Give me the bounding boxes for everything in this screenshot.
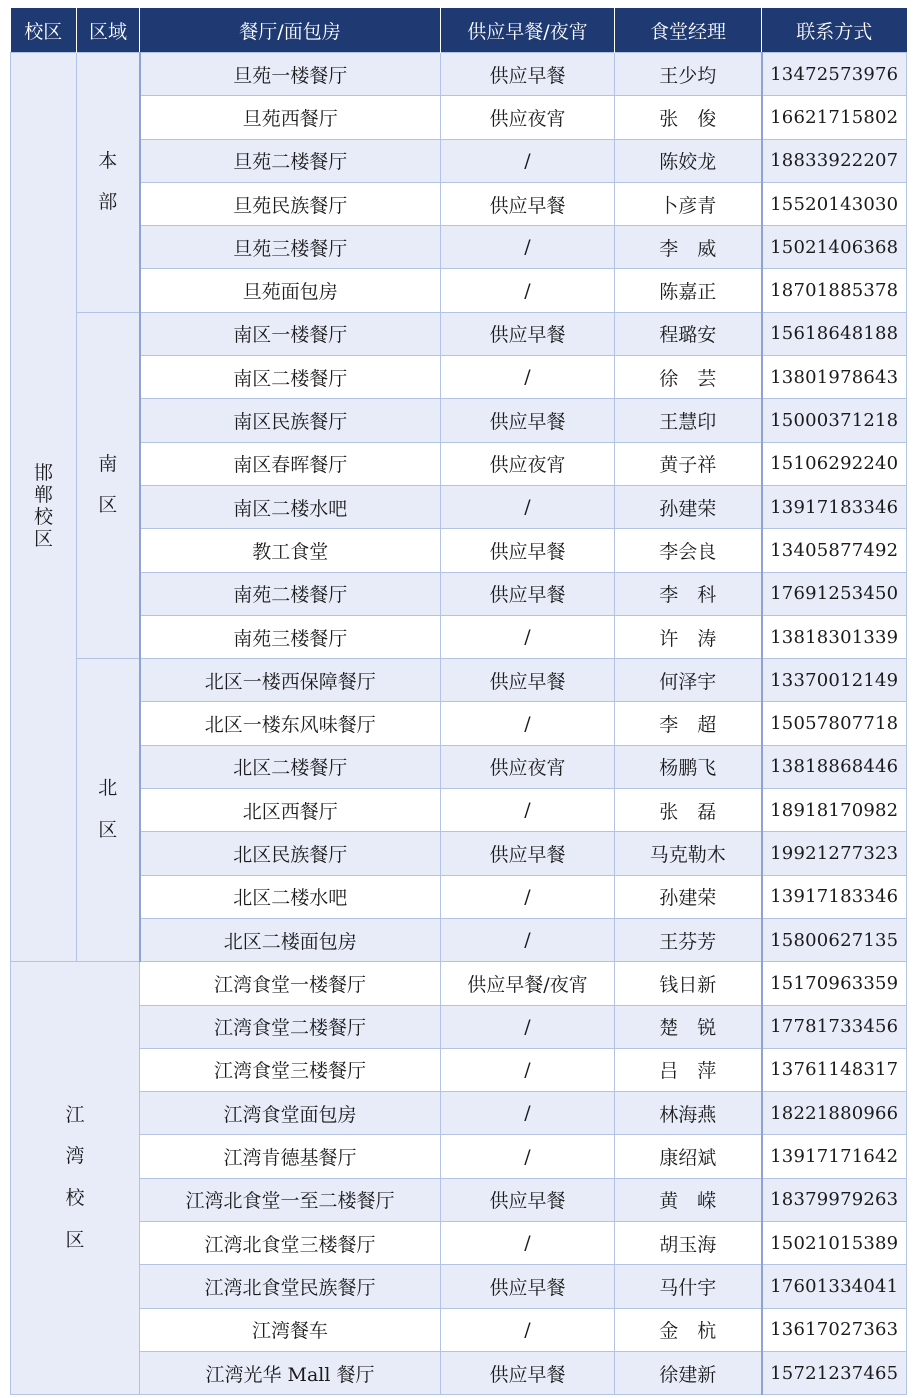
supply-cell: 供应早餐 xyxy=(441,1178,615,1221)
restaurant-cell: 北区一楼西保障餐厅 xyxy=(140,659,441,702)
manager-cell: 李 威 xyxy=(615,226,762,269)
phone-cell: 15000371218 xyxy=(762,399,907,442)
phone-cell: 13818868446 xyxy=(762,745,907,788)
supply-cell: 供应早餐 xyxy=(441,832,615,875)
manager-cell: 吕 萍 xyxy=(615,1048,762,1091)
phone-cell: 13472573976 xyxy=(762,53,907,96)
phone-cell: 13761148317 xyxy=(762,1048,907,1091)
supply-cell: 供应夜宵 xyxy=(441,96,615,139)
area-name: 南区 xyxy=(98,452,118,517)
phone-cell: 15618648188 xyxy=(762,312,907,355)
restaurant-cell: 江湾餐车 xyxy=(140,1308,441,1351)
restaurant-cell: 江湾食堂三楼餐厅 xyxy=(140,1048,441,1091)
supply-cell: 供应早餐/夜宵 xyxy=(441,962,615,1005)
table-row xyxy=(11,529,907,572)
restaurant-cell: 旦苑面包房 xyxy=(140,269,441,312)
table-row xyxy=(11,399,907,442)
manager-cell: 胡玉海 xyxy=(615,1222,762,1265)
restaurant-cell: 旦苑民族餐厅 xyxy=(140,182,441,225)
restaurant-cell: 南区二楼餐厅 xyxy=(140,356,441,399)
table-row xyxy=(11,1048,907,1091)
manager-cell: 程璐安 xyxy=(615,312,762,355)
manager-cell: 张 磊 xyxy=(615,789,762,832)
table-row xyxy=(11,572,907,615)
manager-cell: 康绍斌 xyxy=(615,1135,762,1178)
phone-cell: 15021015389 xyxy=(762,1222,907,1265)
phone-cell: 18379979263 xyxy=(762,1178,907,1221)
restaurant-cell: 旦苑西餐厅 xyxy=(140,96,441,139)
supply-cell: 供应早餐 xyxy=(441,659,615,702)
restaurant-cell: 北区民族餐厅 xyxy=(140,832,441,875)
phone-cell: 16621715802 xyxy=(762,96,907,139)
restaurant-cell: 南区春晖餐厅 xyxy=(140,442,441,485)
table-row xyxy=(11,702,907,745)
table-row xyxy=(11,96,907,139)
header-manager: 食堂经理 xyxy=(615,8,762,53)
manager-cell: 陈姣龙 xyxy=(615,139,762,182)
supply-cell: / xyxy=(441,485,615,528)
phone-cell: 15106292240 xyxy=(762,442,907,485)
supply-cell: / xyxy=(441,356,615,399)
supply-cell: / xyxy=(441,1005,615,1048)
manager-cell: 孙建荣 xyxy=(615,485,762,528)
phone-cell: 18701885378 xyxy=(762,269,907,312)
table-row xyxy=(11,789,907,832)
manager-cell: 卜彦青 xyxy=(615,182,762,225)
area-name: 本部 xyxy=(98,149,118,214)
campus-name: 邯郸校区 xyxy=(33,462,53,550)
supply-cell: / xyxy=(441,789,615,832)
area-cell xyxy=(77,659,140,962)
area-cell xyxy=(77,312,140,658)
manager-cell: 金 杭 xyxy=(615,1308,762,1351)
phone-cell: 13818301339 xyxy=(762,615,907,658)
supply-cell: / xyxy=(441,226,615,269)
supply-cell: 供应早餐 xyxy=(441,53,615,96)
restaurant-cell: 旦苑三楼餐厅 xyxy=(140,226,441,269)
supply-cell: 供应夜宵 xyxy=(441,745,615,788)
table-row xyxy=(11,485,907,528)
table-row xyxy=(11,615,907,658)
table-row xyxy=(11,918,907,961)
manager-cell: 何泽宇 xyxy=(615,659,762,702)
supply-cell: / xyxy=(441,1092,615,1135)
restaurant-cell: 北区西餐厅 xyxy=(140,789,441,832)
supply-cell: 供应早餐 xyxy=(441,572,615,615)
header-supply: 供应早餐/夜宵 xyxy=(441,8,615,53)
supply-cell: / xyxy=(441,875,615,918)
table-row xyxy=(11,312,907,355)
table-row xyxy=(11,269,907,312)
restaurant-cell: 江湾食堂面包房 xyxy=(140,1092,441,1135)
manager-cell: 李 超 xyxy=(615,702,762,745)
phone-cell: 17691253450 xyxy=(762,572,907,615)
header-campus: 校区 xyxy=(11,8,77,53)
canteen-table xyxy=(10,8,907,1395)
supply-cell: / xyxy=(441,269,615,312)
table-row xyxy=(11,1351,907,1394)
header-phone: 联系方式 xyxy=(762,8,907,53)
table-row xyxy=(11,1092,907,1135)
table-row xyxy=(11,226,907,269)
restaurant-cell: 江湾食堂二楼餐厅 xyxy=(140,1005,441,1048)
restaurant-cell: 南区一楼餐厅 xyxy=(140,312,441,355)
table-row xyxy=(11,139,907,182)
supply-cell: 供应早餐 xyxy=(441,399,615,442)
phone-cell: 13917183346 xyxy=(762,485,907,528)
restaurant-cell: 南区二楼水吧 xyxy=(140,485,441,528)
restaurant-cell: 江湾光华 Mall 餐厅 xyxy=(140,1351,441,1394)
restaurant-cell: 教工食堂 xyxy=(140,529,441,572)
manager-cell: 黄 嵘 xyxy=(615,1178,762,1221)
table-row xyxy=(11,832,907,875)
restaurant-cell: 江湾北食堂一至二楼餐厅 xyxy=(140,1178,441,1221)
table-row xyxy=(11,442,907,485)
table-row xyxy=(11,1222,907,1265)
phone-cell: 13617027363 xyxy=(762,1308,907,1351)
supply-cell: 供应早餐 xyxy=(441,1351,615,1394)
supply-cell: / xyxy=(441,918,615,961)
manager-cell: 孙建荣 xyxy=(615,875,762,918)
restaurant-cell: 南苑三楼餐厅 xyxy=(140,615,441,658)
restaurant-cell: 旦苑一楼餐厅 xyxy=(140,53,441,96)
restaurant-cell: 北区二楼面包房 xyxy=(140,918,441,961)
manager-cell: 马什宇 xyxy=(615,1265,762,1308)
restaurant-cell: 江湾北食堂三楼餐厅 xyxy=(140,1222,441,1265)
phone-cell: 15721237465 xyxy=(762,1351,907,1394)
manager-cell: 徐 芸 xyxy=(615,356,762,399)
supply-cell: / xyxy=(441,1308,615,1351)
restaurant-cell: 北区二楼餐厅 xyxy=(140,745,441,788)
manager-cell: 楚 锐 xyxy=(615,1005,762,1048)
supply-cell: 供应早餐 xyxy=(441,312,615,355)
manager-cell: 黄子祥 xyxy=(615,442,762,485)
supply-cell: / xyxy=(441,615,615,658)
manager-cell: 杨鹏飞 xyxy=(615,745,762,788)
supply-cell: / xyxy=(441,1135,615,1178)
table-row xyxy=(11,356,907,399)
supply-cell: / xyxy=(441,702,615,745)
restaurant-cell: 旦苑二楼餐厅 xyxy=(140,139,441,182)
area-name: 北区 xyxy=(98,777,118,842)
manager-cell: 陈嘉正 xyxy=(615,269,762,312)
phone-cell: 13405877492 xyxy=(762,529,907,572)
table-row xyxy=(11,659,907,702)
manager-cell: 王少均 xyxy=(615,53,762,96)
phone-cell: 18918170982 xyxy=(762,789,907,832)
area-cell xyxy=(77,53,140,313)
manager-cell: 许 涛 xyxy=(615,615,762,658)
restaurant-cell: 南区民族餐厅 xyxy=(140,399,441,442)
phone-cell: 15057807718 xyxy=(762,702,907,745)
supply-cell: 供应夜宵 xyxy=(441,442,615,485)
phone-cell: 17601334041 xyxy=(762,1265,907,1308)
table-row xyxy=(11,182,907,225)
phone-cell: 13917171642 xyxy=(762,1135,907,1178)
table-body xyxy=(11,53,907,1395)
supply-cell: 供应早餐 xyxy=(441,529,615,572)
table-row xyxy=(11,875,907,918)
phone-cell: 18221880966 xyxy=(762,1092,907,1135)
phone-cell: 13370012149 xyxy=(762,659,907,702)
supply-cell: / xyxy=(441,1048,615,1091)
restaurant-cell: 江湾北食堂民族餐厅 xyxy=(140,1265,441,1308)
manager-cell: 张 俊 xyxy=(615,96,762,139)
phone-cell: 19921277323 xyxy=(762,832,907,875)
manager-cell: 马克勒木 xyxy=(615,832,762,875)
phone-cell: 15520143030 xyxy=(762,182,907,225)
table-row xyxy=(11,745,907,788)
supply-cell: 供应早餐 xyxy=(441,182,615,225)
table-row xyxy=(11,962,907,1005)
header-row xyxy=(11,8,907,53)
restaurant-cell: 江湾肯德基餐厅 xyxy=(140,1135,441,1178)
table-row xyxy=(11,1178,907,1221)
manager-cell: 林海燕 xyxy=(615,1092,762,1135)
manager-cell: 王慧印 xyxy=(615,399,762,442)
supply-cell: / xyxy=(441,139,615,182)
restaurant-cell: 江湾食堂一楼餐厅 xyxy=(140,962,441,1005)
restaurant-cell: 北区一楼东风味餐厅 xyxy=(140,702,441,745)
phone-cell: 17781733456 xyxy=(762,1005,907,1048)
campus-cell xyxy=(11,962,140,1395)
manager-cell: 李 科 xyxy=(615,572,762,615)
supply-cell: 供应早餐 xyxy=(441,1265,615,1308)
phone-cell: 18833922207 xyxy=(762,139,907,182)
phone-cell: 15800627135 xyxy=(762,918,907,961)
restaurant-cell: 北区二楼水吧 xyxy=(140,875,441,918)
table-row xyxy=(11,53,907,96)
phone-cell: 15021406368 xyxy=(762,226,907,269)
campus-name: 江湾校区 xyxy=(65,1103,85,1252)
header-restaurant: 餐厅/面包房 xyxy=(140,8,441,53)
manager-cell: 钱日新 xyxy=(615,962,762,1005)
phone-cell: 13801978643 xyxy=(762,356,907,399)
header-area: 区域 xyxy=(77,8,140,53)
manager-cell: 王芬芳 xyxy=(615,918,762,961)
restaurant-cell: 南苑二楼餐厅 xyxy=(140,572,441,615)
manager-cell: 徐建新 xyxy=(615,1351,762,1394)
campus-cell xyxy=(11,53,77,962)
table-row xyxy=(11,1308,907,1351)
manager-cell: 李会良 xyxy=(615,529,762,572)
table-row xyxy=(11,1005,907,1048)
table-row xyxy=(11,1135,907,1178)
supply-cell: / xyxy=(441,1222,615,1265)
phone-cell: 15170963359 xyxy=(762,962,907,1005)
table-row xyxy=(11,1265,907,1308)
phone-cell: 13917183346 xyxy=(762,875,907,918)
